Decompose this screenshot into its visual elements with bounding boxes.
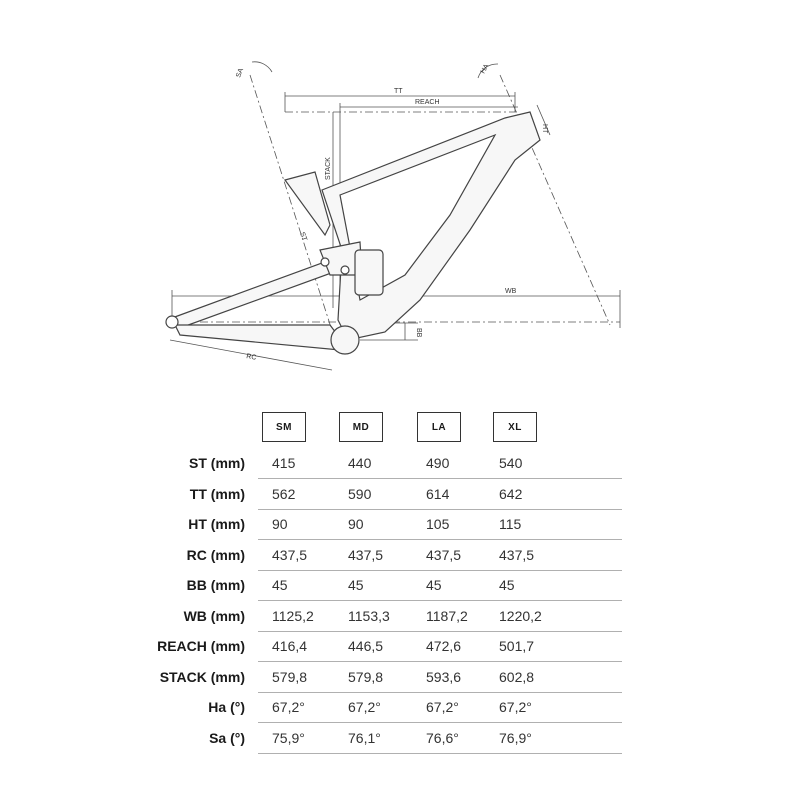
row-label: ST (mm) xyxy=(189,455,245,471)
table-cell: 446,5 xyxy=(348,638,384,654)
row-divider xyxy=(258,692,622,693)
row-label: BB (mm) xyxy=(186,577,245,593)
seat-angle-arc xyxy=(252,62,272,72)
table-cell: 642 xyxy=(499,485,523,502)
bb-label: BB xyxy=(415,328,422,338)
size-header-xl: XL xyxy=(493,412,537,442)
rc-label: RC xyxy=(245,353,257,362)
wb-label: WB xyxy=(505,288,517,295)
row-divider xyxy=(258,661,622,662)
table-cell: 579,8 xyxy=(272,668,308,685)
table-cell: 602,8 xyxy=(499,668,535,685)
chain-stay xyxy=(175,325,345,350)
table-cell: 67,2° xyxy=(272,699,305,715)
row-label: HT (mm) xyxy=(188,516,245,532)
table-cell: 437,5 xyxy=(272,546,308,563)
table-cell: 76,1° xyxy=(348,729,381,746)
table-cell: 614 xyxy=(426,485,450,502)
row-label: Sa (°) xyxy=(209,729,245,746)
table-cell: 1220,2 xyxy=(499,607,542,624)
steering-axis-line xyxy=(500,75,610,325)
ha-label: HA xyxy=(479,63,491,75)
size-header-md: MD xyxy=(339,412,383,442)
table-cell: 579,8 xyxy=(348,668,384,685)
row-label: TT (mm) xyxy=(189,485,245,502)
table-cell: 590 xyxy=(348,485,372,502)
table-cell: 45 xyxy=(348,577,364,593)
pivot-upper xyxy=(321,258,329,266)
stack-label: STACK xyxy=(325,157,332,180)
table-cell: 76,9° xyxy=(499,729,532,746)
table-cell: 76,6° xyxy=(426,729,459,746)
st-label: ST xyxy=(298,231,308,243)
table-cell: 90 xyxy=(348,516,364,532)
table-cell: 472,6 xyxy=(426,638,462,654)
table-cell: 490 xyxy=(426,455,450,471)
table-cell: 437,5 xyxy=(426,546,462,563)
frame-outline xyxy=(166,112,540,354)
table-cell: 105 xyxy=(426,516,450,532)
frame-geometry-diagram xyxy=(0,0,800,380)
row-divider xyxy=(258,753,622,754)
table-cell: 90 xyxy=(272,516,288,532)
table-cell: 437,5 xyxy=(348,546,384,563)
pivot-lower xyxy=(341,266,349,274)
table-cell: 562 xyxy=(272,485,296,502)
table-cell: 501,7 xyxy=(499,638,535,654)
row-label: Ha (°) xyxy=(208,699,245,715)
table-cell: 593,6 xyxy=(426,668,462,685)
table-cell: 45 xyxy=(426,577,442,593)
row-divider xyxy=(258,600,622,601)
table-cell: 540 xyxy=(499,455,523,471)
table-cell: 67,2° xyxy=(499,699,532,715)
table-cell: 437,5 xyxy=(499,546,535,563)
table-cell: 75,9° xyxy=(272,729,305,746)
table-cell: 440 xyxy=(348,455,372,471)
table-cell: 415 xyxy=(272,455,296,471)
table-cell: 45 xyxy=(272,577,288,593)
table-cell: 45 xyxy=(499,577,515,593)
table-cell: 1187,2 xyxy=(426,607,468,624)
table-cell: 67,2° xyxy=(348,699,381,715)
row-divider xyxy=(258,631,622,632)
seat-stay xyxy=(172,260,345,328)
size-header-la: LA xyxy=(417,412,461,442)
row-divider xyxy=(258,722,622,723)
rear-shock xyxy=(355,250,383,295)
table-cell: 67,2° xyxy=(426,699,459,715)
row-divider xyxy=(258,509,622,510)
rear-axle xyxy=(166,316,178,328)
sa-label: SA xyxy=(235,67,246,79)
row-divider xyxy=(258,539,622,540)
seat-tube xyxy=(285,172,330,235)
row-label: REACH (mm) xyxy=(157,638,245,654)
ht-label: HT xyxy=(541,124,548,134)
table-cell: 1153,3 xyxy=(348,607,390,624)
table-cell: 115 xyxy=(499,516,522,532)
row-label: STACK (mm) xyxy=(159,668,245,685)
reach-label: REACH xyxy=(415,99,440,106)
row-divider xyxy=(258,570,622,571)
tt-label: TT xyxy=(394,88,403,95)
row-divider xyxy=(258,478,622,479)
size-header-sm: SM xyxy=(262,412,306,442)
table-cell: 416,4 xyxy=(272,638,308,654)
bottom-bracket xyxy=(331,326,359,354)
row-label: WB (mm) xyxy=(183,607,245,624)
table-cell: 1125,2 xyxy=(272,607,314,624)
row-label: RC (mm) xyxy=(186,546,245,563)
